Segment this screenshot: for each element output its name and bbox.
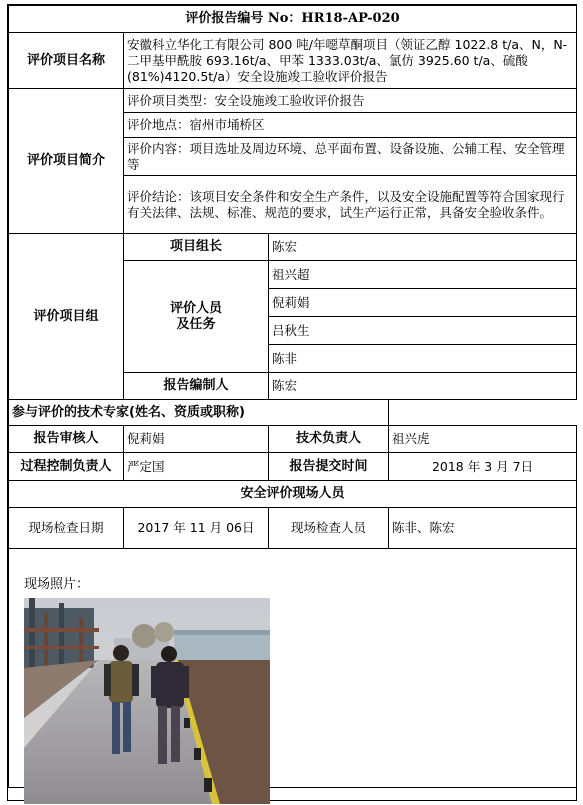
writer-label: 报告编制人 — [124, 373, 269, 400]
summary-location: 评价地点：宿州市埇桥区 — [124, 113, 577, 138]
reviewer-label: 报告审核人 — [9, 426, 124, 453]
member-4: 陈非 — [269, 345, 577, 373]
inspectors-value: 陈非、陈宏 — [389, 508, 577, 549]
inspectors-label: 现场检查人员 — [269, 508, 389, 549]
member-3: 吕秋生 — [269, 317, 577, 345]
onsite-header: 安全评价现场人员 — [9, 481, 577, 508]
photo-label: 现场照片： — [24, 577, 90, 592]
process-lead-value: 严定国 — [124, 453, 269, 481]
member-1: 祖兴超 — [269, 261, 577, 289]
summary-content: 评价内容：项目选址及周边环境、总平面布置、设备设施、公辅工程、安全管理等 — [124, 138, 577, 176]
inspect-date-value: 2017 年 11 月 06日 — [124, 508, 269, 549]
leader-label: 项目组长 — [124, 234, 269, 261]
members-label-line-1: 评价人员 — [169, 300, 222, 316]
members-label-line-2: 及任务 — [176, 316, 216, 332]
process-lead-label: 过程控制负责人 — [9, 453, 124, 481]
submit-time-value: 2018 年 3 月 7日 — [389, 453, 577, 481]
reviewer-value: 倪莉娟 — [124, 426, 269, 453]
tech-lead-value: 祖兴虎 — [389, 426, 577, 453]
tech-lead-label: 技术负责人 — [269, 426, 389, 453]
project-name-value: 安徽科立华化工有限公司 800 吨/年噁草酮项目（领证乙醇 1022.8 t/a、N，N-二甲基甲酰胺 693.16t/a、甲苯 1333.03t/a、氯仿 3925.60 t/a、硫酸(81%)4120.5t/a）安全设施竣工验收评价报告 — [124, 33, 577, 89]
site-photo — [24, 598, 270, 804]
inspect-date-label: 现场检查日期 — [9, 508, 124, 549]
report-number: 评价报告编号 No：HR18-AP-020 — [9, 6, 577, 33]
project-name-label: 评价项目名称 — [9, 33, 124, 89]
summary-type: 评价项目类型：安全设施竣工验收评价报告 — [124, 89, 577, 113]
member-2: 倪莉娟 — [269, 289, 577, 317]
team-label: 评价项目组 — [9, 234, 124, 400]
writer-value: 陈宏 — [269, 373, 577, 400]
submit-time-label: 报告提交时间 — [269, 453, 389, 481]
summary-label: 评价项目简介 — [9, 89, 124, 234]
experts-label: 参与评价的技术专家(姓名、资质或职称) — [9, 400, 389, 426]
report-form — [7, 4, 577, 801]
members-label — [124, 261, 269, 373]
site-photo-image — [24, 598, 270, 804]
experts-empty — [389, 400, 577, 426]
leader-value: 陈宏 — [269, 234, 577, 261]
summary-conclusion: 评价结论：该项目安全条件和安全生产条件，以及安全设施配置等符合国家现行有关法律、法规、标准、规范的要求，试生产运行正常，具备安全验收条件。 — [124, 176, 577, 234]
